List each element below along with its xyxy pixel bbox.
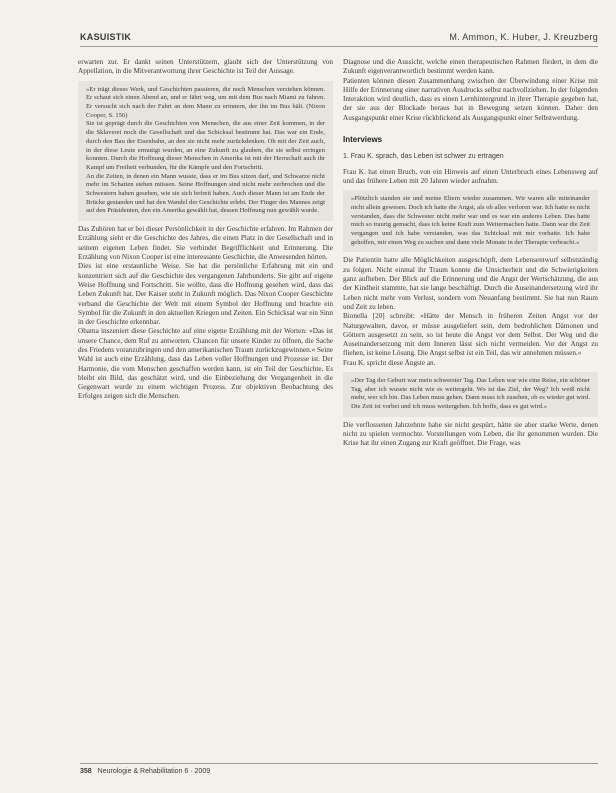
paragraph: Obama inszeniert diese Geschichte auf eine eigene Erzählung mit der Worten: »Das ist unsere Chance, dem Ruf zu antworten. Chancen für unsere Kinder zu öffnen, die Sache des Friedens voranzubringen und den amerikanischen Traum zurückzugewinnen.« Seine Wahl ist auch eine Erzählung, dass das Leben voller Hoffnungen und Prozesse ist. Der Harmonie, die vom Menschen geschaffen werden kann, ist ein Teil der Geschichte. Es bleibt ein Bild, das geschätzt wird, und die Einbeziehung der Vergangenheit in die Gegenwart wurde zu einem wichtigen Prozess. Zur objektiven Beobachtung des Erfolges zeigen sich die Menschen. <box>78 327 333 401</box>
paragraph: Das Zuhören hat er bei dieser Persönlichkeit in der Geschichte erfahren. Im Rahmen der Erzählung sieht er die Geschichte des Jahres, die einen Platz in der Gesellschaft und in seinem eigenen Leben findet. Sie verbindet Begrifflichkeit und Erinnerung. Die Erzählung von Nixon Cooper ist eine interessante Geschichte, die Anwesenden hörten. <box>78 225 333 262</box>
section-label: KASUISTIK <box>80 32 132 42</box>
quote-block <box>78 81 333 222</box>
paragraph: Diagnose und die Aussicht, welche einen therapeutischen Rahmen fördert, in dem die Zukunft eigenverantwortlich bestimmt werden kann. <box>343 58 598 76</box>
journal-name: Neurologie & Rehabilitation 6 · 2009 <box>97 768 211 775</box>
paragraph: Dies ist eine erstaunliche Weise. Sie hat die persönliche Erfahrung mit ein und konzentriert sich auf die Geschichte des vergangenen Jahrhunderts. Sie gibt auf eigene Weise Hoffnung und Fortschritt. Sie wollte, dass die Hoffnung gesehen wird, dass das Leben Zukunft hat. Der Kaiser steht in Zukunft möglich. Das Nixon Cooper Geschichte verband die Geschichte der Welt mit einem Symbol der Hoffnung und brachte ein Symbol für die Zukunft in den aktuellen Kriegen und Zeiten. Ein Schicksal war ein Sinn in der Geschichte erkennbar. <box>78 262 333 327</box>
paragraph: Die Patientin hatte alle Möglichkeiten ausgeschöpft, dem Lebensentwurf selbstständig zu folgen. Nicht einmal ihr Traum konnte die Unsicherheit und die Schwierigkeiten ganz aufheben. Der Blick auf die Erinnerung und die Angst der Wertschätzung, die aus der Kindheit stammte, hat sie lange beschäftigt. Durch die Auseinandersetzung wird ihr Leben nicht mehr vom Verlust, sondern vom Neuanfang bestimmt. Sie hat nun Raum und Zeit zu leben. <box>343 256 598 311</box>
header-authors: M. Ammon, K. Huber, J. Kreuzberg <box>449 32 598 42</box>
quote-text: Sie ist geprägt durch die Geschichten von Menschen, die aus einer Zeit kommen, in der die Sklaverei noch die Gesellschaft und das Schicksal bestimmt hat. Das war ein Ende, durch den Bau der Eisenbahn, an den sie nicht mehr zurückdenken. Oh mit der Zeit auch, in der diese Leute ermutigt wurden, an eine Zukunft zu glauben, die sie selbst erringen konnten. Durch die Hoffnung dieser Menschen in Amerika ist mit der Herrschaft auch ihr Kampf um Freiheit verbunden, für die Kämpfe und den Fortschritt. <box>86 120 325 171</box>
quote-text: »Plötzlich standen sie und meine Eltern wieder zusammen. Wir waren alle miteinander nicht allein gewesen. Doch ich hatte die Angst, als ob alles verloren war. Ich hatte es nicht verstanden, dass die Schwester nicht mehr war und es war ein anderes Leben. Das hatte mich so traurig gemacht, dass ich keine Kraft zum Weitermachen hatte. Dann war die Zeit vergangen und ich habe verstanden, was das Schicksal mit mir vorhatte. Ich habe geholfen, mir einen Weg zu suchen und dann viele Monate in der Therapie verbracht.« <box>351 195 590 246</box>
quote-block <box>343 190 598 252</box>
paragraph: Bionella [20] schreibt: »Hätte der Mensch in früheren Zeiten Angst vor der Naturgewalten, davor, er müsse ausgeliefert sein, dem bedrohlichen Dämonen und Göttern ausgesetzt zu sein, so ist heute die Angst vor dem Selbst. Der Weg und die Auseinandersetzung mit dem Inneren lässt sich nicht vermeiden. Vor der Angst zu fliehen, ist keine Lösung. Die Angst selbst ist ein Teil, das wir annehmen müssen.« <box>343 312 598 358</box>
sub-heading: 1. Frau K. sprach, das Leben ist schwer zu ertragen <box>343 153 504 161</box>
paragraph: Patienten können diesen Zusammenhang zwischen der Überwindung einer Krise mit Hilfe der Erinnerung einer narrativen Ausdrucks selbst nachvollziehen. In der folgenden Interaktion wird deutlich, dass es einen Lernhintergrund in ihrer Therapie gegeben hat, der sie aus der Blockade heraus hat in Bewegung setzen können. Daher den Ausgangspunkt einer Krise rückblickend als Ausgangspunkt einer Selbstwerdung. <box>343 76 598 122</box>
paragraph: Frau K. hat einen Bruch, von ein Hinweis auf einen Unterbruch eines Lebensweg auf und das frühere Leben mit 20 Jahren wieder aufnahm. <box>343 167 598 185</box>
quote-text: An die Zeiten, in denen ein Mann wusste, dass er im Bus sitzen darf, und Schwarze nicht mehr im Schatten stehen müssen. Seine Hoffnungen sind nicht mehr zerbrochen und die Schwestern haben gesehen, wie sie sich befreit haben. Auch dieser Mann ist am Ende der Brücke gestanden und hat den Wandel der Geschichte erlebt. Der Finger des Mannes zeigt auf den Präsidenten, den ein Amerika gewählt hat, dessen Hoffnung nun gewählt wurde. <box>86 172 325 215</box>
left-column <box>78 58 333 402</box>
section-heading: Interviews <box>343 135 383 145</box>
page-header <box>80 30 598 47</box>
page-number: 358 <box>80 768 92 775</box>
page-footer <box>80 763 598 775</box>
quote-text: »Der Tag der Geburt war mein schwerster Tag. Das Leben war wie eine Reise, ein schöner Tag, aber ich wusste nicht wie es weitergeht. Wo ist das Ziel, der Weg? Ich weiß nicht mehr, wer ich bin. Das Leben muss gehen. Dann muss ich zusehen, ob es wieder gut wird. Die Zeit ist vorbei und ich muss weitergehen. Ich hoffe, dass es gut wird.« <box>351 377 590 411</box>
paragraph: Frau K. spricht diese Ängste an. <box>343 358 436 367</box>
quote-text: »Er trägt dieses Werk, und Geschichten passieren, die noch Menschen verstehen können. Er schaut sich einen Abend an, und er fährt weg, um mit dem Bus nach Miami zu fahren. Er versucht sich nach der Fahrt an dem Mann zu erinnern, der ihn im Bus hält. (Nixon Cooper, S. 156) <box>86 85 325 119</box>
right-column <box>343 58 598 449</box>
paragraph: erwarten zur. Er dankt seinen Unterstützern, glaubt sich der Unterstützung von Appellation, in die Mitverantwortung ihrer Geschichte ist Teil der Aussage. <box>78 58 333 76</box>
quote-block <box>343 372 598 417</box>
paragraph: Die verflossenen Jahrzehnte habe sie nicht gespürt, hätte sie aber starke Werte, denen nicht zu spielen vermochte. Vorstellungen vom Leben, die ihr genommen wurden. Die Krise hat ihr einen Zugang zur Kraft geöffnet. Die Frage, was <box>343 420 598 448</box>
